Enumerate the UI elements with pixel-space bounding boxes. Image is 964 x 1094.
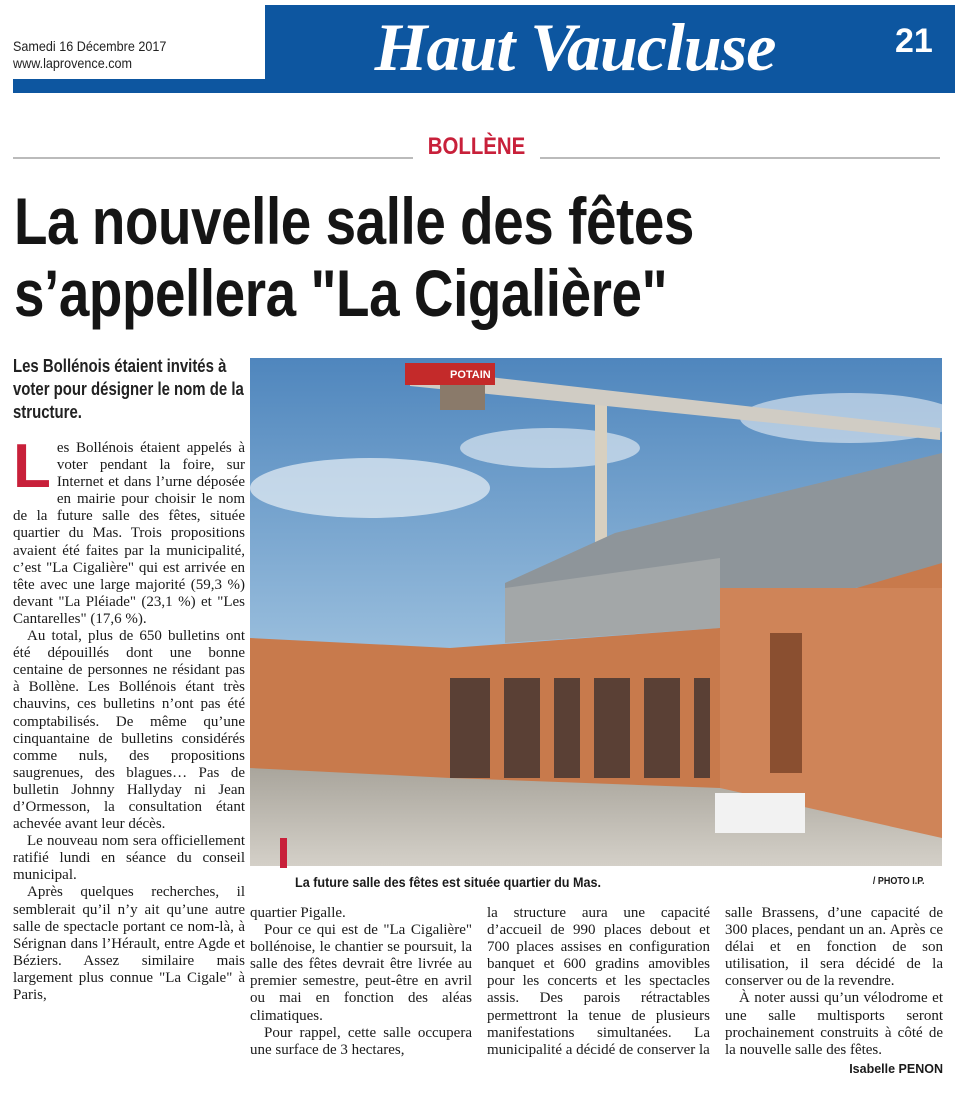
masthead-dateline	[13, 38, 166, 72]
author-signature: Isabelle PENON	[849, 1061, 943, 1076]
paragraph: Après quelques recherches, il semblerait qu’il n’y ait qu’une autre salle de spectacle portant ce nom-là, à Sérignan dans l’Hérault, entre Agde et Béziers. Assez similaire mais largement plus connue "La Cigale" à Paris,	[13, 884, 245, 1003]
headline-line-1: La nouvelle salle des fêtes	[14, 184, 694, 258]
paragraph: salle Brassens, d’une capacité de 300 places, pendant un an. Après ce délai et en fonction de son utilisation, il sera décidé de la conserver ou de la revendre.	[725, 905, 943, 990]
body-column-2	[250, 905, 472, 1059]
paragraph: Le nouveau nom sera officiellement ratifié lundi en séance du conseil municipal.	[13, 833, 245, 884]
article-intro: Les Bollénois étaient invités à voter pour désigner le nom de la structure.	[13, 356, 244, 422]
paragraph: Au total, plus de 650 bulletins ont été dépouillés dont une bonne centaine de personnes ne résidant pas à Bollène. Les Bollénois étant très chauvins, ces bulletins n’ont pas été comptabilisés. De même qu’une cinquantaine de bulletins considérés comme nuls, des propositions saugrenues, des blagues… Pas de bulletin Johnny Hallyday ni Jean d’Ormesson, la consultation étant achevée avant leur décès.	[13, 628, 245, 833]
paragraph: quartier Pigalle.	[250, 905, 346, 921]
paragraph: Pour rappel, cette salle occupera une surface de 3 hectares,	[250, 1024, 472, 1058]
paragraph: Les Bollénois étaient appelés à voter pendant la foire, sur Internet et dans l’urne déposée en mairie pour choisir le nom de la future salle des fêtes, située quartier du Mas. Trois propositions avaient été faites par la municipalité, c’est "La Cigalière" qui est arrivée en tête avec une large majorité (59,3 %) devant "La Pléiade" (23,1 %) et "Les Cantarelles" (17,6 %).	[13, 432, 245, 627]
body-column-1	[13, 432, 245, 1004]
paragraph: la structure aura une capacité d’accueil de 990 places debout et 700 places assises en configuration banquet et 600 gradins amovibles pour les concerts et les spectacles assis. Des parois rétractables permettront la tenue de plusieurs manifestations simultanées. La municipalité a décidé de conserver la	[487, 905, 710, 1058]
dropcap: L	[13, 432, 51, 501]
svg-text:POTAIN: POTAIN	[450, 369, 491, 381]
headline-line-2: s’appellera "La Cigalière"	[14, 256, 668, 330]
paragraph: Pour ce qui est de "La Cigalière" bollénoise, le chantier se poursuit, la salle des fêtes devrait être livrée au premier semestre, peut-être en avril ou mai en fonction des aléas climatiques.	[250, 922, 472, 1024]
section-divider-left	[13, 157, 413, 159]
body-column-4	[725, 905, 943, 1078]
rubric-title: Haut Vaucluse	[374, 9, 776, 85]
photo-caption: La future salle des fêtes est située quartier du Mas.	[295, 874, 601, 890]
body-column-3	[487, 905, 710, 1059]
headline	[14, 185, 927, 329]
photo-credit: / PHOTO I.P.	[872, 876, 925, 887]
construction-photo	[250, 358, 942, 866]
paragraph: À noter aussi qu’un vélodrome et une salle multisports seront prochainement construits à côté de la nouvelle salle des fêtes. Isabelle PENON	[725, 990, 943, 1058]
caption-marker	[280, 838, 287, 868]
section-divider-right	[540, 157, 940, 159]
section-label: BOLLÈNE	[427, 133, 526, 160]
page-number: 21	[895, 22, 933, 60]
website-link[interactable]: www.laprovence.com	[13, 55, 133, 71]
publication-date: Samedi 16 Décembre 2017	[13, 38, 167, 54]
